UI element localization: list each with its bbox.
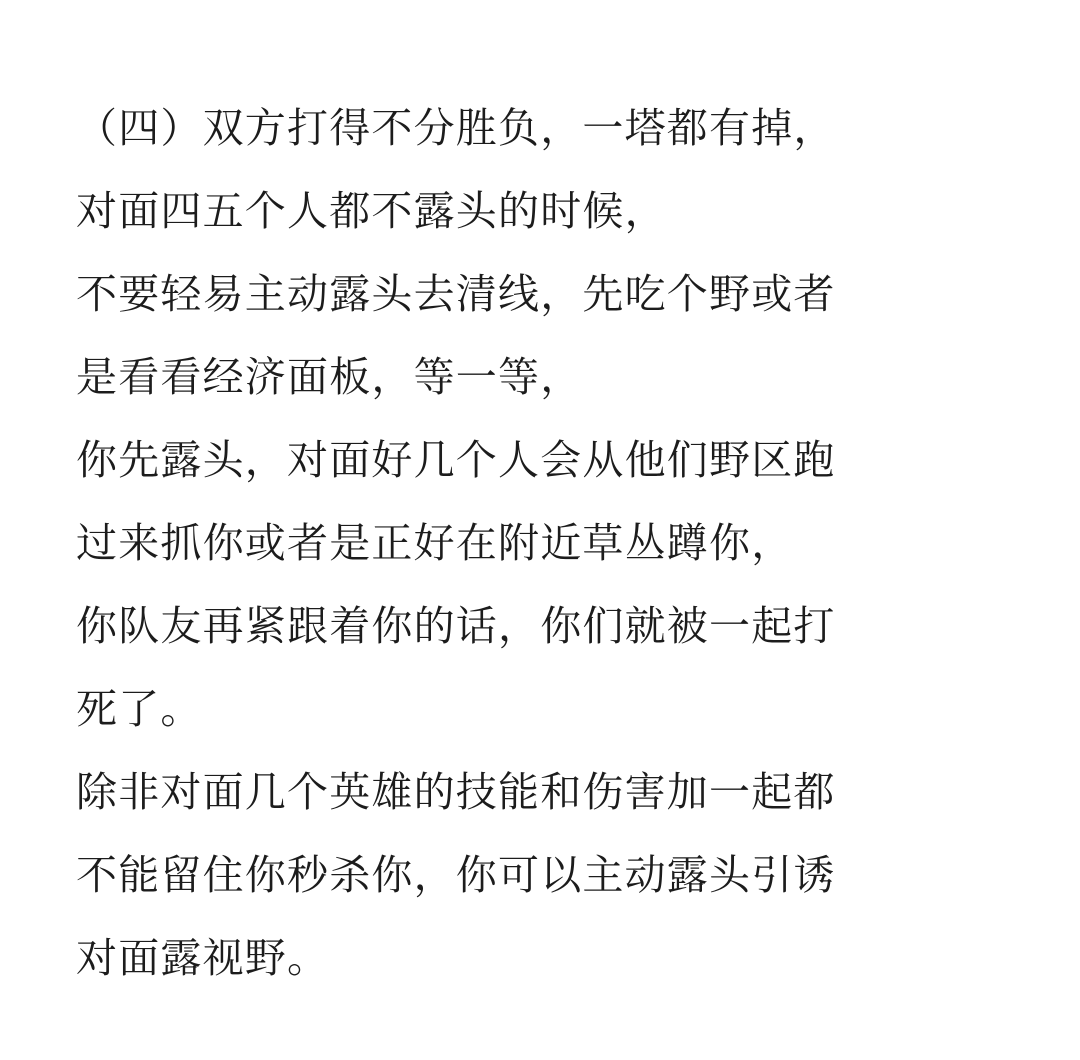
text-line: 是看看经济面板，等一等，: [76, 353, 583, 401]
text-line: 对面露视野。: [76, 934, 330, 982]
text-line: 不要轻易主动露头去清线，先吃个野或者: [76, 270, 836, 318]
document-body: [76, 87, 1036, 1000]
text-line: 除非对面几个英雄的技能和伤害加一起都: [76, 768, 836, 816]
text-line: 死了。: [76, 685, 203, 733]
text-line: 对面四五个人都不露头的时候，: [76, 187, 667, 235]
text-line: （四）双方打得不分胜负，一塔都有掉，: [76, 104, 836, 152]
text-line: 你先露头，对面好几个人会从他们野区跑: [76, 436, 836, 484]
text-line: 你队友再紧跟着你的话，你们就被一起打: [76, 602, 836, 650]
text-line: 不能留住你秒杀你，你可以主动露头引诱: [76, 851, 836, 899]
text-line: 过来抓你或者是正好在附近草丛蹲你，: [76, 519, 794, 567]
